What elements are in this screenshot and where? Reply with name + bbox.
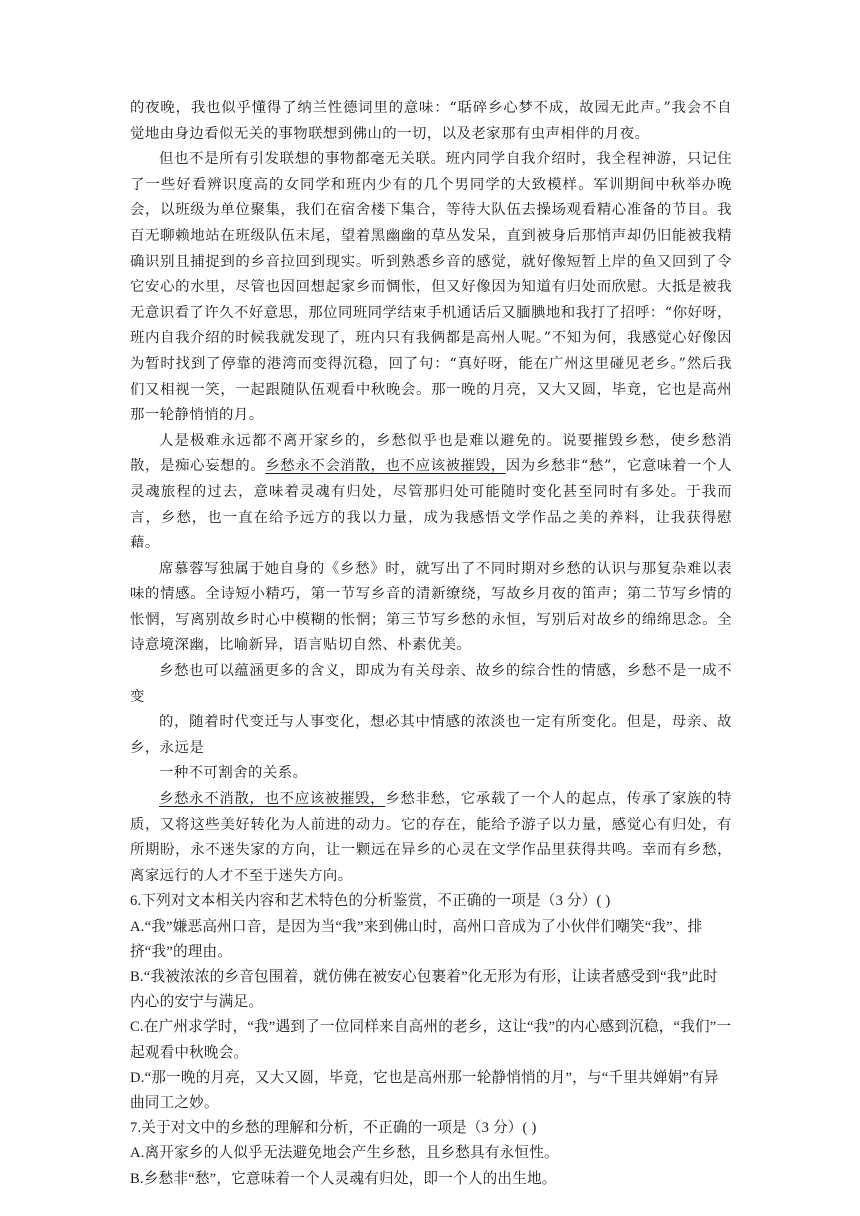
passage-paragraph-4: 席慕蓉写独属于她自身的《乡愁》时，就写出了不同时期对乡愁的认识与那复杂难以表味的情感。全诗短小精巧，第一节写乡音的清新缭绕，写故乡月夜的笛声；第二节写乡情的怅惘，写离别故乡时心中模糊的怅惘；第三节写乡愁的永恒，写别后对故乡的绵绵思念。全诗意境深幽，比喻新异，语言贴切自然、朴素优美。 (130, 560, 732, 654)
passage-paragraph-1: 的夜晚，我也似乎懂得了纳兰性德词里的意味：“聒碎乡心梦不成，故园无此声。”我会不自觉地由身边看似无关的事物联想到佛山的一切，以及老家那有虫声相伴的月夜。 (130, 100, 732, 142)
question-7-option-a: A.离开家乡的人似乎无法避免地会产生乡愁，且乡愁具有永恒性。 (130, 1145, 559, 1162)
page-content (130, 96, 732, 1192)
question-6-option-d: D.“那一晚的月亮，又大又圆，毕竟，它也是高州那一轮静悄悄的月”，与“千里共婵娟”有异曲同工之妙。 (130, 1069, 719, 1112)
question-7-option-b: B.乡愁非“愁”，它意味着一个人灵魂有归处，即一个人的出生地。 (130, 1170, 557, 1187)
question-6-stem: 6.下列对文本相关内容和艺术特色的分析鉴赏，不正确的一项是（3 分）( ) (130, 893, 611, 910)
question-6-option-c: C.在广州求学时，“我”遇到了一位同样来自高州的老乡，这让“我”的内心感到沉稳，“我们”一起观看中秋晚会。 (130, 1019, 732, 1061)
passage-paragraph-5c: 一种不可割舍的关系。 (159, 765, 308, 782)
paragraph-6-text-after: 乡愁非愁，它承载了一个人的起点，传承了家族的特质，又将这些美好转化为人前进的动力。它的存在，能给予游子以力量，感觉心有归处，有所期盼，永不迷失家的方向，让一颗远在异乡的心灵在文学作品里获得共鸣。幸而有乡愁，离家远行的人才不至于迷失方向。 (130, 791, 732, 884)
question-7-stem: 7.关于对文中的乡愁的理解和分析，不正确的一项是（3 分）( ) (130, 1120, 537, 1137)
passage-paragraph-5b: 的，随着时代变迁与人事变化，想必其中情感的浓淡也一定有所变化。但是，母亲、故乡，永远是 (130, 714, 732, 756)
paragraph-3-text-before: 人是极难永远都不离开家乡的，乡愁似乎也是难以避免的。说要摧毁乡愁，使乡愁消散，是痴心妄想的。 (130, 432, 732, 475)
passage-paragraph-5a: 乡愁也可以蕴涵更多的含义，即成为有关母亲、故乡的综合性的情感，乡愁不是一成不变 (130, 663, 732, 705)
question-6-option-a: A.“我”嫌恶高州口音，是因为当“我”来到佛山时，高州口音成为了小伙伴们嘲笑“我”、排挤“我”的理由。 (130, 918, 703, 960)
passage-paragraph-6 (130, 787, 732, 889)
underlined-sentence-1: 乡愁永不会消散，也不应该被摧毁， (265, 458, 506, 475)
paragraph-3-text-after: 因为乡愁非“愁”，它意味着一个人灵魂旅程的过去，意味着灵魂有归处，尽管那归处可能随时变化甚至同时有多处。于我而言，乡愁，也一直在给予远方的我以力量，成为我感悟文学作品之美的养料，让我获得慰藉。 (130, 458, 732, 552)
passage-paragraph-2: 但也不是所有引发联想的事物都毫无关联。班内同学自我介绍时，我全程神游，只记住了一些好看辨识度高的女同学和班内少有的几个男同学的大致模样。军训期间中秋举办晚会，以班级为单位聚集，我们在宿舍楼下集合，等待大队伍去操场观看精心准备的节目。我百无聊赖地站在班级队伍末尾，望着黑幽幽的草丛发呆，直到被身后那悄声却仍旧能被我精确识别且捕捉到的乡音拉回到现实。听到熟悉乡音的感觉，就好像短暂上岸的鱼又回到了令它安心的水里，尽管也因回想起家乡而惆怅，但又好像因为知道有归处而欣慰。大抵是被我无意识看了许久不好意思，那位同班同学结束手机通话后又腼腆地和我打了招呼：“你好呀，班内自我介绍的时候我就发现了，班内只有我俩都是高州人呢。”不知为何，我感觉心好像因为暂时找到了停靠的港湾而变得沉稳，回了句：“真好呀，能在广州这里碰见老乡。”然后我们又相视一笑，一起跟随队伍观看中秋晚会。那一晚的月亮，又大又圆，毕竟，它也是高州那一轮静悄悄的月。 (130, 151, 732, 424)
underlined-sentence-2: 乡愁永不消散，也不应该被摧毁， (159, 791, 386, 808)
passage-paragraph-3 (130, 429, 732, 557)
question-6-option-b: B.“我被浓浓的乡音包围着，就仿佛在被安心包裹着”化无形为有形，让读者感受到“我”此时内心的安宁与满足。 (130, 969, 718, 1011)
